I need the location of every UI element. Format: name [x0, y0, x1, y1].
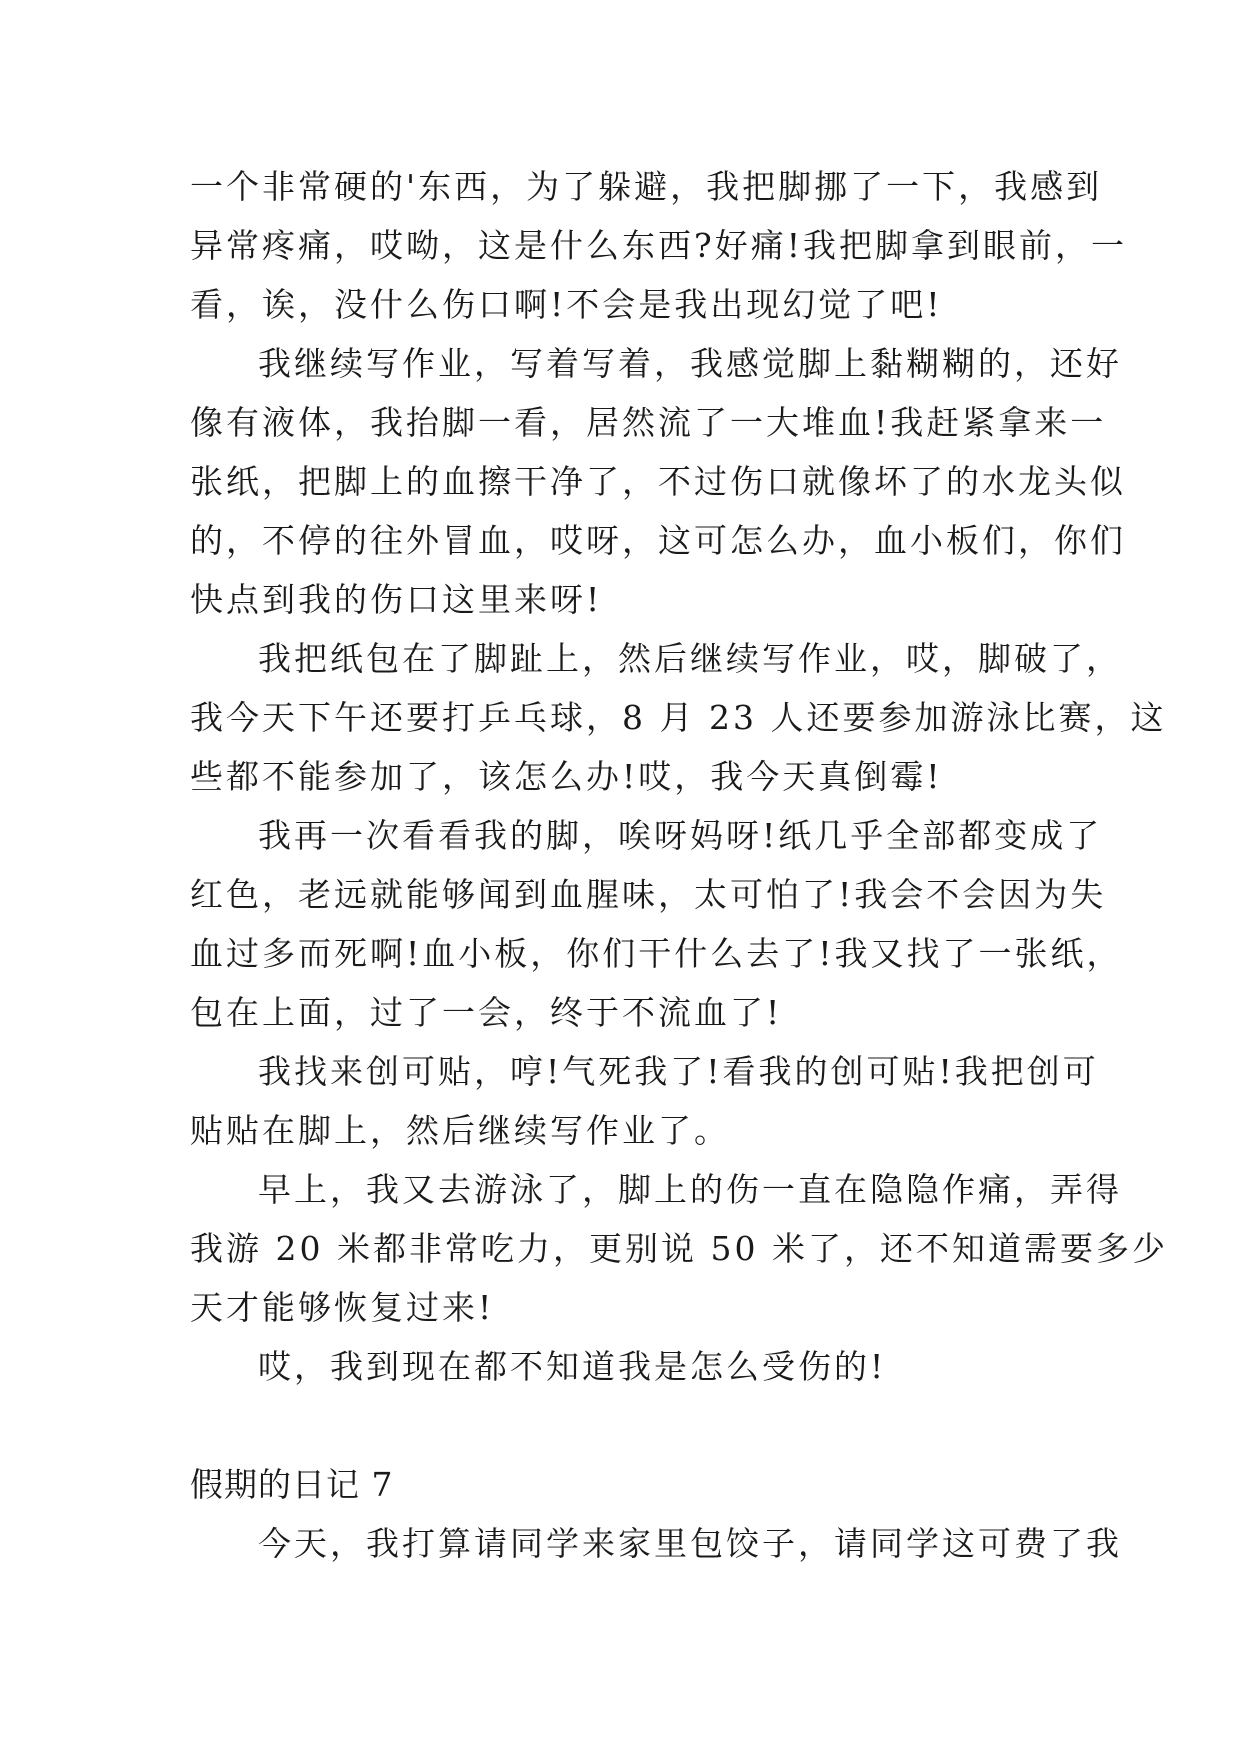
text-line: 些都不能参加了，该怎么办!哎，我今天真倒霉!	[190, 757, 943, 796]
text-line: 包在上面，过了一会，终于不流血了!	[190, 993, 783, 1032]
text-line: 一个非常硬的'东西，为了躲避，我把脚挪了一下，我感到	[190, 167, 1103, 206]
paragraph-7	[190, 1337, 1060, 1396]
paragraph-2	[190, 334, 1126, 629]
paragraph-6	[190, 1160, 1168, 1337]
text-line: 我再一次看看我的脚，唉呀妈呀!纸几乎全部都变成了	[258, 816, 1103, 855]
paragraph-3	[190, 629, 1167, 806]
text-line: 的，不停的往外冒血，哎呀，这可怎么办，血小板们，你们	[190, 521, 1126, 560]
text-line: 快点到我的伤口这里来呀!	[190, 580, 603, 619]
text-line: 血过多而死啊!血小板，你们干什么去了!我又找了一张纸，	[190, 934, 1123, 973]
text-line: 看，诶，没什么伤口啊!不会是我出现幻觉了吧!	[190, 285, 943, 324]
text-line: 我今天下午还要打乒乓球，8 月 23 人还要参加游泳比赛，这	[190, 698, 1167, 737]
text-line: 今天，我打算请同学来家里包饺子，请同学这可费了我	[258, 1524, 1122, 1563]
text-line: 像有液体，我抬脚一看，居然流了一大堆血!我赶紧拿来一	[190, 403, 1107, 442]
paragraph-8	[190, 1514, 1122, 1573]
paragraph-4	[190, 806, 1123, 1042]
text-line: 我把纸包在了脚趾上，然后继续写作业，哎，脚破了，	[258, 639, 1122, 678]
text-line: 张纸，把脚上的血擦干净了，不过伤口就像坏了的水龙头似	[190, 462, 1126, 501]
text-line: 贴贴在脚上，然后继续写作业了。	[190, 1111, 730, 1150]
text-line: 异常疼痛，哎呦，这是什么东西?好痛!我把脚拿到眼前，一	[190, 226, 1127, 265]
heading-text: 假期的日记 7	[190, 1465, 394, 1504]
text-line: 我继续写作业，写着写着，我感觉脚上黏糊糊的，还好	[258, 344, 1122, 383]
text-line: 哎，我到现在都不知道我是怎么受伤的!	[258, 1347, 887, 1386]
document-body	[190, 157, 1168, 1573]
text-line: 早上，我又去游泳了，脚上的伤一直在隐隐作痛，弄得	[258, 1170, 1122, 1209]
section-heading	[190, 1455, 1060, 1514]
paragraph-1	[190, 157, 1127, 334]
text-line: 天才能够恢复过来!	[190, 1288, 495, 1327]
text-line: 我找来创可贴，哼!气死我了!看我的创可贴!我把创可	[258, 1052, 1099, 1091]
text-line: 红色，老远就能够闻到血腥味，太可怕了!我会不会因为失	[190, 875, 1107, 914]
paragraph-5	[190, 1042, 1099, 1160]
text-line: 我游 20 米都非常吃力，更别说 50 米了，还不知道需要多少	[190, 1229, 1168, 1268]
